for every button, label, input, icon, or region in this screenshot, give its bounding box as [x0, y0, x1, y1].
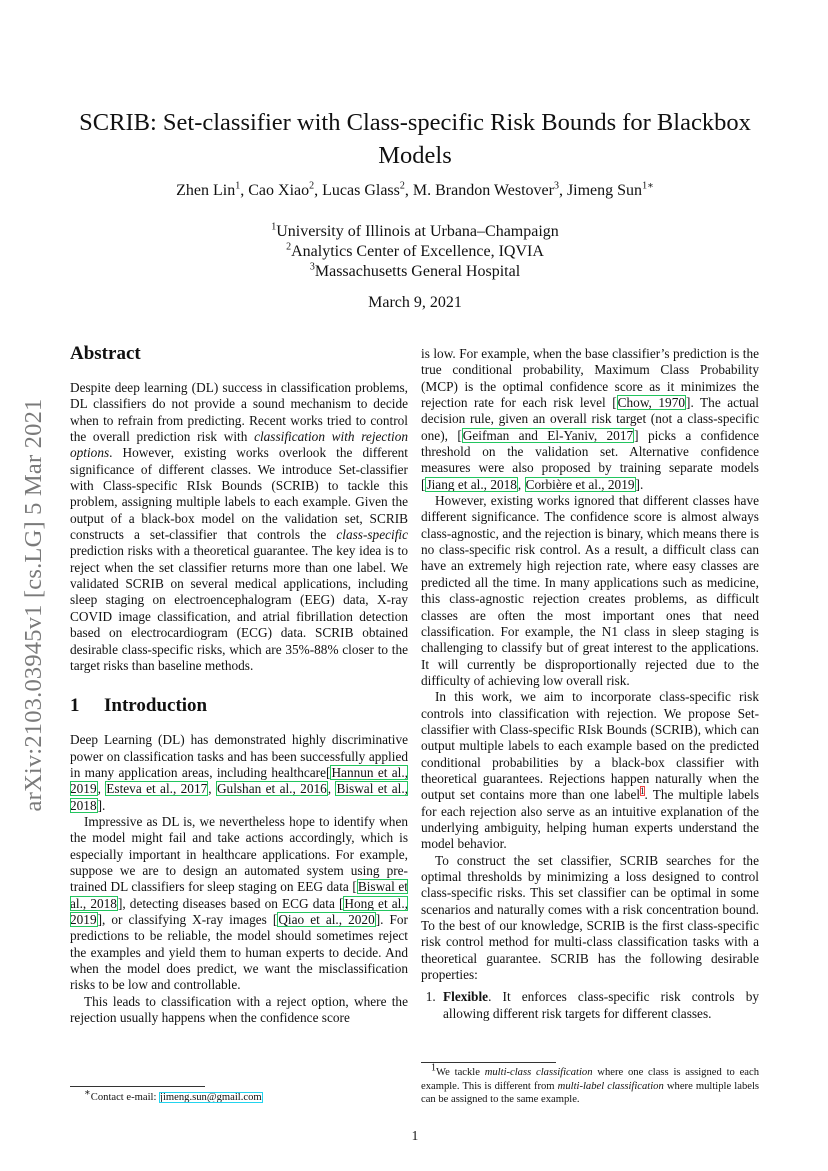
citation-link[interactable]: Gulshan et al., 2016 [216, 781, 327, 797]
list-item [439, 989, 759, 1022]
author-affiliation-mark: 1∗ [642, 180, 654, 192]
body-text: . [102, 797, 106, 813]
footnote-text: Contact e-mail: [90, 1092, 160, 1103]
affiliation-mark: 2 [286, 241, 292, 253]
author-name: Lucas Glass [322, 182, 400, 199]
citation-link[interactable]: Biswal et al., 2018 [70, 879, 408, 911]
citation-link[interactable]: Hong et al., 2019 [70, 895, 408, 927]
publication-date: March 9, 2021 [368, 294, 462, 311]
footnote-emphasis: multi-class classification [484, 1067, 593, 1078]
intro-paragraph-4: is low. For example, when the base classifier’s prediction is the true conditional probability, Maximum Class Probability (MCP) is the optimal confidence score as it minimizes the rejection rate for each risk level [Chow, 1970]. The actual decision rule, given an overall risk target (not a class-specific one), [Geifman and El-Yaniv, 2017] picks a confidence threshold on the validation set. Alternative confidence measures were also proposed by training separate models [Jiang et al., 2018, Corbière et al., 2019]. [421, 346, 760, 492]
author-list: Zhen Lin$^1$, Cao Xiao$^2$, Lucas Glass$^2$, M. Brandon Westover$^3$, Jimeng Sun$^{1∗}$ [176, 180, 654, 199]
citation-separator: , [517, 476, 525, 492]
abstract-emphasis: classification with rejection options [70, 429, 409, 461]
affiliation-text: University of Illinois at Urbana–Champaign [276, 223, 559, 240]
citation-link[interactable]: Qiao et al., 2020 [278, 911, 375, 927]
intro-paragraph-1: Deep Learning (DL) has demonstrated highly discriminative power on classification tasks and has been successfully applied in many application areas, including healthcare[Hannun et al., 2019, Esteva et al., 2017, Gulshan et al., 2016, Biswal et al., 2018]. [70, 732, 408, 813]
section-heading-introduction [70, 694, 408, 718]
author-affiliation-mark: 2 [399, 180, 405, 192]
citation-link[interactable]: Jiang et al., 2018 [426, 476, 517, 492]
citation-link[interactable]: Corbière et al., 2019 [525, 476, 635, 492]
footnote-1 [421, 1062, 760, 1107]
right-column [421, 346, 759, 1022]
citation-link[interactable]: Esteva et al., 2017 [106, 781, 208, 797]
footnote-text: where one class is assigned to each example. This is different from [421, 1067, 759, 1092]
paper-title: SCRIB: Set-classifier with Class-specific Risk Bounds for Blackbox Models [79, 109, 751, 169]
intro-paragraph-5: However, existing works ignored that different classes have different significance. The confidence score is almost always class-agnostic, and the rejection is binary, which means there is no class-specific risk control. As a result, a difficult class can have an extremely high rejection rate, where easy classes are predicted all the time. In many applications such as medicine, this class-agnostic rejection creates problems, as difficult classes are often the most important ones that need classification. For example, the N1 class in sleep staging is challenging to classify but of great interest to the applications. It will currently be disproportionally rejected due to the difficulty of achieving low overall risk. [421, 493, 759, 688]
section-number: 1 [70, 695, 80, 717]
affiliation [70, 222, 760, 242]
footnote-text: We tackle [436, 1067, 485, 1078]
footnote-link[interactable]: 1 [640, 785, 645, 796]
affiliation-mark: 3 [309, 261, 315, 273]
author-name: Zhen Lin [176, 182, 236, 199]
left-column [70, 342, 408, 1026]
intro-paragraph-6 [421, 689, 759, 852]
citation-link[interactable]: Hannun et al., 2019 [70, 764, 408, 797]
body-text: picks a confidence threshold on the validation set. Alternative confidence measures were also proposed by training separate models [421, 427, 760, 476]
page-number: 1 [411, 1128, 419, 1143]
body-text: Impressive as DL is, we nevertheless hope to identify when the model might fail and take actions accordingly, which is especially important in healthcare applications. For example, suppose we are to design an automated system using pre-trained DL classifiers for sleep staging on EEG data [70, 813, 408, 895]
citation-separator: , [327, 781, 336, 797]
section-title: Introduction [104, 695, 208, 717]
citation-link[interactable]: Biswal et al., 2018 [70, 781, 408, 813]
intro-paragraph-7: To construct the set classifier, SCRIB searches for the optimal thresholds by minimizing a loss designed to control class-specific risks. This set classifier can be optimal in some scenarios and naturally comes with a risk concentration bound. To the best of our knowledge, SCRIB is the first class-specific risk control method for multi-class classification tasks with a theoretical guarantee. SCRIB has the following desirable properties: [421, 852, 759, 983]
abstract-text: . However, existing works overlook the different significance of different classes. We introduce Set-classifier with Class-specific RIsk Bounds (SCRIB) to tackle this problem, assigning multiple labels to each example. Given the output of a black-box model on the validation set, SCRIB constructs a set-classifier that controls the [70, 445, 408, 543]
list-item-text: . It enforces class-specific risk controls by allowing different risk targets for different classes. [443, 989, 759, 1021]
author-name: M. Brandon Westover [412, 182, 554, 199]
citation-link[interactable]: Geifman and El-Yaniv, 2017 [462, 427, 634, 443]
body-text: is low. For example, when the base classifier’s prediction is the true conditional probability, Maximum Class Probability (MCP) is the optimal confidence score as it minimizes the rejection rate for each risk level [421, 346, 759, 411]
author-name: Jimeng Sun [566, 182, 643, 199]
abstract-emphasis: class-specific [336, 527, 408, 543]
body-text: . The multiple labels for each rejection also serve as an intuitive explanation of the underlying ambiguity, helping human experts understand the model behavior. [421, 787, 759, 852]
footnote-rule-right [421, 1062, 556, 1063]
author-affiliation-mark: 1 [235, 180, 241, 192]
intro-paragraph-2: Impressive as DL is, we nevertheless hope to identify when the model might fail and take actions accordingly, which is especially important in healthcare applications. For example, suppose we are to design an automated system using pre-trained DL classifiers for sleep staging on EEG data [Biswal et al., 2018], detecting diseases based on ECG data [Hong et al., 2019], or classifying X-ray images [Qiao et al., 2020]. For predictions to be reliable, the model should sometimes reject the examples and yield them to human experts to decide. And when the model does predict, we want the misclassification risks to be low and controllable. [70, 813, 408, 993]
author-affiliation-mark: 2 [309, 180, 315, 192]
properties-list [421, 989, 759, 1022]
body-text: . [639, 476, 644, 492]
citation-separator: , [97, 781, 106, 797]
body-text: , detecting diseases based on ECG data [122, 895, 339, 911]
footnote-text: where multiple labels can be assigned to the same example. [421, 1080, 760, 1106]
abstract-body [70, 380, 408, 674]
intro-paragraph-3: This leads to classification with a reject option, where the rejection usually happens when the confidence score [70, 993, 408, 1026]
abstract-text: prediction risks with a theoretical guarantee. The key idea is to reject when the set classifier returns more than one label. We validated SCRIB on several medical applications, including sleep staging on electroencephalogram (EEG) data, X-ray COVID image classification, and atrial fibrillation detection based on electrocardiogram (ECG) data. SCRIB obtained desirable class-specific risks, which are 35%-88% closer to the target risks than baseline methods. [70, 543, 408, 673]
arxiv-sidebar [10, 360, 58, 850]
body-text: Deep Learning (DL) has demonstrated highly discriminative power on classification tasks and has been successfully applied in many application areas, including healthcare [70, 732, 408, 780]
arxiv-identifier: arXiv:2103.03945v1 [cs.LG] 5 Mar 2021 [20, 398, 47, 812]
footnote-mark: ∗ [84, 1087, 91, 1099]
body-text: . The actual decision rule, given an overall risk target (not a class-specific one), [421, 395, 759, 443]
footnote-mark: 1 [431, 1062, 436, 1074]
affiliation-list [70, 222, 760, 282]
affiliation [70, 262, 760, 282]
contact-footnote [70, 1087, 408, 1105]
affiliation-text: Analytics Center of Excellence, IQVIA [291, 243, 544, 260]
body-text: In this work, we aim to incorporate class-specific risk controls into classification with rejection. We propose Set-classifier with Class-specific RIsk Bounds (SCRIB), which can output multiple labels to each example based on the predicted conditional probabilities by a black-box classifier with theoretical guarantees. Rejections happen naturally when the output set contains more than one label [421, 689, 759, 803]
abstract-heading: Abstract [70, 343, 141, 364]
contact-email-link[interactable]: jimeng.sun@gmail.com [160, 1092, 262, 1103]
author-name: Cao Xiao [248, 182, 310, 199]
list-item-term: Flexible [443, 989, 489, 1005]
body-text: , or classifying X-ray images [102, 911, 273, 927]
citation-separator: , [208, 781, 216, 797]
body-text: . For predictions to be reliable, the model should sometimes reject the examples and yield them to human experts to decide. And when the model does predict, we want the misclassification risks to be low and controllable. [70, 911, 408, 993]
affiliation-text: Massachusetts General Hospital [314, 263, 521, 280]
abstract-text: Despite deep learning (DL) success in classification problems, DL classifiers do not provide a sound mechanism to decide when to refrain from predicting. Recent works tried to control the overall prediction risk with [70, 380, 408, 445]
affiliation [70, 242, 760, 262]
author-affiliation-mark: 3 [553, 180, 559, 192]
citation-link[interactable]: Chow, 1970 [617, 395, 686, 411]
footnote-emphasis: multi-label classification [557, 1080, 664, 1092]
affiliation-mark: 1 [271, 221, 277, 233]
